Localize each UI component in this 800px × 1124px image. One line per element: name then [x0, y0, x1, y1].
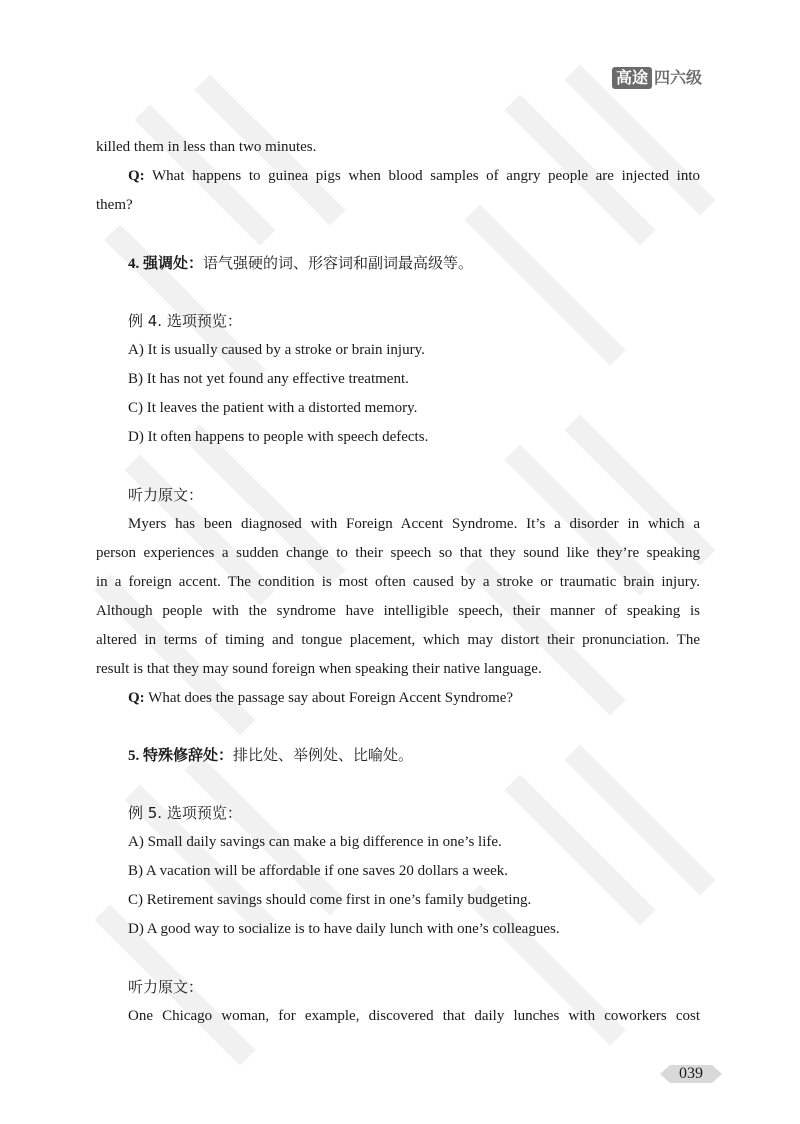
- transcript-line: altered in terms of timing and tongue placement, which may distort their pronunciation. The: [96, 632, 700, 648]
- transcript-label: 听力原文：: [128, 486, 204, 504]
- question-label: Q:: [128, 690, 145, 706]
- transcript-label: 听力原文：: [128, 978, 204, 996]
- question-text: What happens to guinea pigs when blood samples of angry people are injected into: [152, 168, 700, 184]
- section-description: 排比处、举例处、比喻处。: [233, 746, 414, 764]
- option-d: D) It often happens to people with speech defects.: [128, 429, 429, 445]
- brand-highlight: 高途: [612, 67, 652, 89]
- question-text: What does the passage say about Foreign Accent Syndrome?: [148, 690, 514, 706]
- example-label: 例 4. 选项预览：: [128, 312, 242, 330]
- transcript-line: Although people with the syndrome have intelligible speech, their manner of speaking is: [96, 603, 700, 619]
- question-line: [128, 166, 700, 186]
- question-label: Q:: [128, 168, 145, 184]
- option-a: A) It is usually caused by a stroke or brain injury.: [128, 342, 425, 358]
- option-c: C) Retirement savings should come first in one’s family budgeting.: [128, 892, 532, 908]
- page-number: 039: [679, 1065, 703, 1082]
- transcript-line: person experiences a sudden change to their speech so that they sound like they’re speaking: [96, 545, 700, 561]
- text-line: killed them in less than two minutes.: [96, 139, 317, 155]
- section-heading-4: [128, 253, 700, 274]
- option-b: B) It has not yet found any effective treatment.: [128, 371, 409, 387]
- section-number: 4.: [128, 256, 140, 272]
- transcript-line: Myers has been diagnosed with Foreign Accent Syndrome. It’s a disorder in which a: [128, 516, 700, 532]
- option-d: D) A good way to socialize is to have daily lunch with one’s colleagues.: [128, 921, 560, 937]
- option-c: C) It leaves the patient with a distorted memory.: [128, 400, 418, 416]
- example-label: 例 5. 选项预览：: [128, 804, 242, 822]
- page-number-badge: [660, 1063, 722, 1085]
- option-b: B) A vacation will be affordable if one saves 20 dollars a week.: [128, 863, 509, 879]
- section-number: 5.: [128, 748, 140, 764]
- brand-rest: 四六级: [653, 68, 702, 87]
- section-title: 强调处：: [143, 254, 204, 272]
- question-line: [128, 688, 700, 708]
- transcript-line: One Chicago woman, for example, discovered that daily lunches with coworkers cost: [128, 1008, 700, 1024]
- option-a: A) Small daily savings can make a big difference in one’s life.: [128, 834, 502, 850]
- section-description: 语气强硬的词、形容词和副词最高级等。: [203, 254, 474, 272]
- section-title: 特殊修辞处：: [143, 746, 234, 764]
- section-heading-5: [128, 745, 700, 766]
- transcript-line: in a foreign accent. The condition is most often caused by a stroke or traumatic brain injury.: [96, 574, 700, 590]
- question-line-2: them?: [96, 197, 133, 213]
- brand-logo: [612, 66, 702, 90]
- transcript-line: result is that they may sound foreign when speaking their native language.: [96, 661, 542, 677]
